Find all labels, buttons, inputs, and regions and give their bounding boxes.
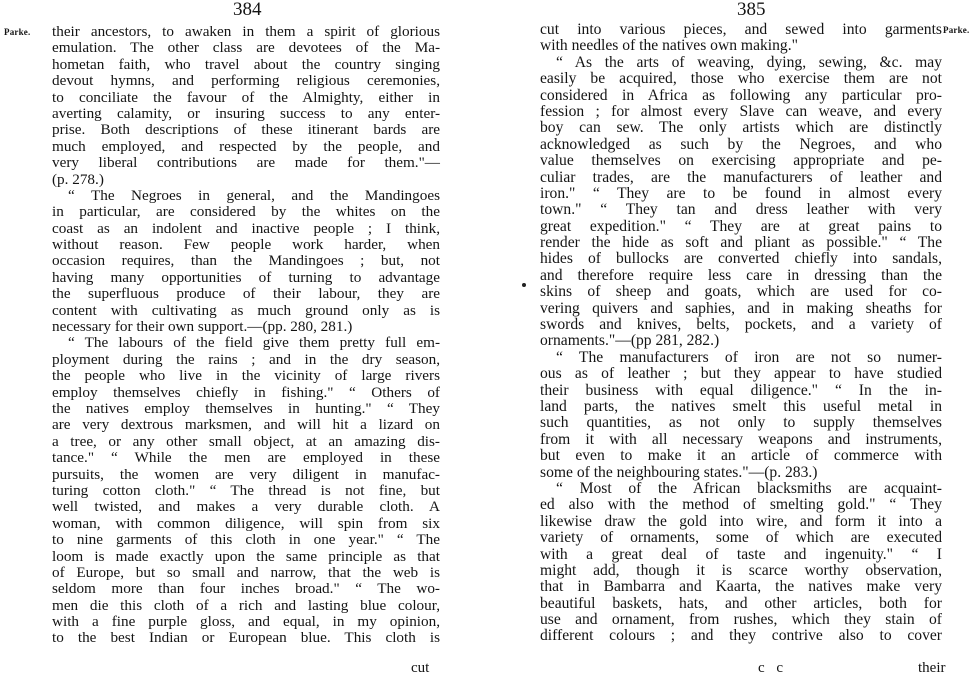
text-line: ed also with the method of smelting gold." “ They	[540, 496, 942, 514]
text-line: skins of sheep and goats, which are used for co-	[540, 283, 942, 301]
text-line: render the hide as soft and pliant as possible." “ The	[540, 234, 942, 252]
text-line: “ The Negroes in general, and the Mandingoes	[68, 186, 440, 204]
left-catchword: cut	[411, 660, 430, 676]
text-line: well twisted, and makes a very durable cloth. A	[52, 498, 440, 516]
text-line: content with cultivating as much ground only as is	[52, 301, 440, 319]
text-line: “ As the arts of weaving, dying, sewing, &c. may	[556, 53, 942, 71]
text-line: necessary for their own support.—(pp. 280, 281.)	[52, 318, 353, 336]
right-page-number: 385	[737, 0, 766, 20]
text-line: are very dextrous marksmen, and will hit a lizard on	[52, 416, 440, 434]
left-page-text	[52, 24, 440, 647]
text-line: the superfluous produce of their labour, they are	[52, 285, 440, 303]
text-line: in particular, are considered by the whites on the	[52, 203, 440, 221]
text-line: “ The labours of the field give them pretty full em-	[68, 334, 440, 352]
right-signature-mark: c c	[758, 660, 788, 676]
text-line: “ The manufacturers of iron are not so numer-	[556, 348, 942, 366]
text-line: with needles of the natives own making."	[540, 37, 798, 55]
text-line: vering quivers and saphies, and in making sheaths for	[540, 299, 942, 317]
text-line: pursuits, the women are very diligent in manufac-	[52, 465, 440, 483]
text-line: loom is made exactly upon the same principle as that	[52, 547, 440, 565]
text-line: seldom more than four inches broad." “ The wo-	[52, 580, 440, 598]
text-line: ornaments."—(pp 281, 282.)	[540, 332, 720, 350]
text-line: the people who live in the vicinity of large rivers	[52, 367, 440, 385]
right-margin-note: Parke.	[943, 25, 970, 35]
text-line: different colours ; and they contrive also to cover	[540, 627, 942, 645]
right-page	[490, 0, 980, 677]
text-line: and therefore require less care in dressing than the	[540, 266, 942, 284]
text-line: to nine garments of this cloth in one year." “ The	[52, 531, 440, 549]
left-page-number: 384	[233, 0, 262, 20]
text-line: hides of bullocks are converted chiefly into sandals,	[540, 250, 942, 268]
text-line: great expedition." “ They are at great pains to	[540, 217, 942, 235]
text-line: variety of ornaments, some of which are executed	[540, 529, 942, 547]
text-line: averting calamity, or insuring success to any enter-	[52, 104, 440, 122]
text-line: that in Bambarra and Kaarta, the natives make very	[540, 578, 942, 596]
text-line: devout hymns, and performing religious ceremonies,	[52, 72, 440, 90]
text-line: ployment during the rains ; and in the dry season,	[52, 350, 440, 368]
text-line: considered in Africa as following any particular pro-	[540, 86, 942, 104]
text-line: ous as of leather ; but they appear to have studied	[540, 365, 942, 383]
text-line: having many opportunities of turning to advantage	[52, 268, 440, 286]
text-line: swords and knives, belts, pockets, and a variety of	[540, 316, 942, 334]
text-line: tance." “ While the men are employed in these	[52, 449, 440, 467]
text-line: men die this cloth of a rich and lasting blue colour,	[52, 596, 440, 614]
text-line: much employed, and respected by the people, and	[52, 137, 440, 155]
text-line: with a great deal of taste and ingenuity." “ I	[540, 545, 942, 563]
text-line: land parts, the natives smelt this useful metal in	[540, 397, 942, 415]
text-line: iron." “ They are to be found in almost every	[540, 184, 942, 202]
text-line: from it with all necessary weapons and instruments,	[540, 430, 942, 448]
right-catchword: their	[918, 660, 946, 676]
text-line: turing cotton cloth." “ The thread is not fine, but	[52, 481, 440, 499]
text-line: their ancestors, to awaken in them a spirit of glorious	[52, 23, 440, 40]
text-line: without reason. Few people work harder, when	[52, 236, 440, 254]
text-line: woman, with common diligence, will spin from six	[52, 514, 440, 532]
text-line: but even to make it an article of commerce with	[540, 447, 942, 465]
text-line: occasion requires, than the Mandingoes ; but, not	[52, 252, 440, 270]
text-line: might add, though it is scarce worthy observation,	[540, 561, 942, 579]
text-line: with a fine purple gloss, and equal, in my opinion,	[52, 613, 440, 631]
text-line: beautiful baskets, hats, and other articles, both for	[540, 594, 942, 612]
text-line: easily be acquired, those who exercise them are not	[540, 70, 942, 88]
text-line: the natives employ themselves in hunting." “ They	[52, 399, 440, 417]
text-line: “ Most of the African blacksmiths are acquaint-	[556, 479, 942, 497]
text-line: employ themselves chiefly in fishing." “ Others of	[52, 383, 440, 401]
text-line: such quantities, as not only to supply themselves	[540, 414, 942, 432]
text-line: (p. 278.)	[52, 170, 104, 188]
text-line: use and ornament, from rushes, which they stain of	[540, 611, 942, 629]
text-line: to conciliate the favour of the Almighty, either in	[52, 88, 440, 106]
text-line: value themselves on exercising appropriate and pe-	[540, 152, 942, 170]
text-line: very liberal contributions are made for them."—	[52, 154, 440, 172]
text-line: town." “ They tan and dress leather with very	[540, 201, 942, 219]
left-margin-note: Parke.	[4, 27, 31, 37]
text-line: hometan faith, who travel about the country singing	[52, 55, 440, 73]
text-line: cut into various pieces, and sewed into garments	[540, 21, 942, 38]
text-line: prise. Both descriptions of these itinerant bards are	[52, 121, 440, 139]
text-line: a tree, or any other small object, at an amazing dis-	[52, 432, 440, 450]
text-line: boy can sew. The only artists which are distinctly	[540, 119, 942, 137]
text-line: their business with equal diligence." “ In the in-	[540, 381, 942, 399]
text-line: fession ; for almost every Slave can weave, and every	[540, 102, 942, 120]
text-line: some of the neighbouring states."—(p. 283.)	[540, 463, 818, 481]
text-line: coast as an indolent and inactive people ; I think,	[52, 219, 440, 237]
text-line: likewise draw the gold into wire, and form it into a	[540, 512, 942, 530]
right-page-text	[540, 22, 942, 645]
text-line: to the best Indian or European blue. This cloth is	[52, 629, 440, 647]
text-line: culiar trades, are the manufacturers of leather and	[540, 168, 942, 186]
text-line: emulation. The other class are devotees of the Ma-	[52, 39, 440, 57]
text-line: of Europe, but so small and narrow, that the web is	[52, 563, 440, 581]
text-line: acknowledged as such by the Negroes, and who	[540, 135, 942, 153]
